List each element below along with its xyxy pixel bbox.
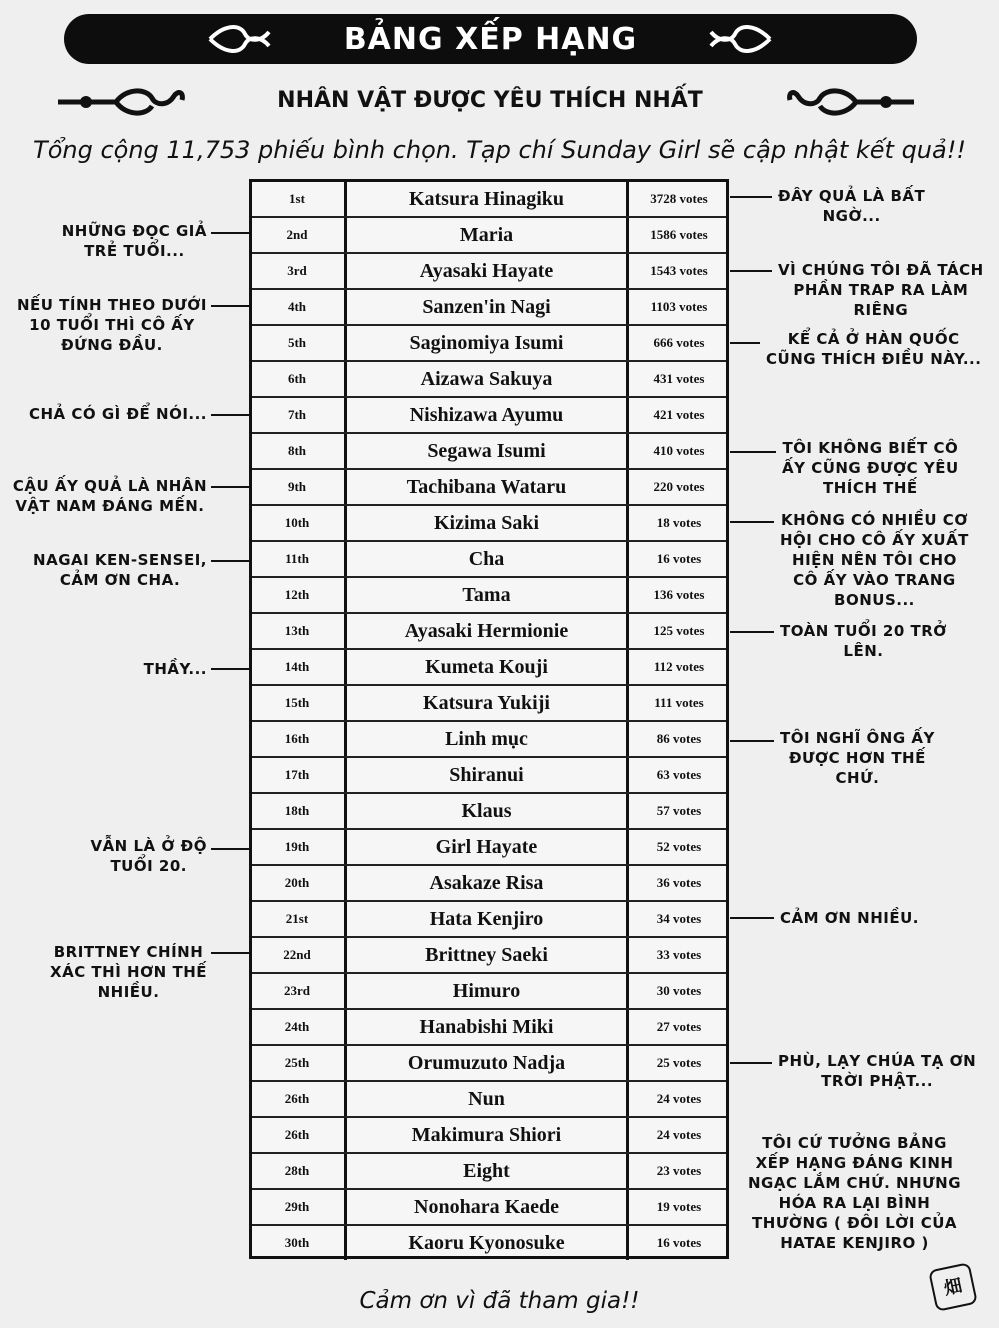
rank-cell: 22nd: [283, 947, 311, 962]
right-annotation: KỂ CẢ Ở HÀN QUỐC CŨNG THÍCH ĐIỀU NÀY...: [766, 330, 982, 368]
votes-cell: 19 votes: [656, 1199, 702, 1214]
table-row: [252, 1046, 726, 1082]
leader-line: [211, 232, 249, 234]
ranking-subtitle: NHÂN VẬT ĐƯỢC YÊU THÍCH NHẤT: [277, 88, 703, 113]
name-cell: Hanabishi Miki: [344, 1010, 629, 1044]
name-cell: Aizawa Sakuya: [344, 362, 629, 396]
votes-cell: 34 votes: [656, 911, 702, 926]
leader-line: [211, 952, 249, 954]
left-annotation: BRITTNEY CHÍNH XÁC THÌ HƠN THẾ NHIỀU.: [50, 943, 207, 1001]
left-annotation: NAGAI KEN-SENSEI, CẢM ƠN CHA.: [33, 551, 207, 589]
name-cell: Kumeta Kouji: [344, 650, 629, 684]
name-cell: Asakaze Risa: [344, 866, 629, 900]
name-cell: Nishizawa Ayumu: [344, 398, 629, 432]
table-row: [252, 254, 726, 290]
table-row: [252, 686, 726, 722]
flourish-ornament-left: [56, 84, 188, 120]
votes-cell: 27 votes: [656, 1019, 702, 1034]
table-row: [252, 218, 726, 254]
banner-title: BẢNG XẾP HẠNG: [343, 22, 638, 57]
votes-cell: 25 votes: [656, 1055, 702, 1070]
rank-cell: 23rd: [284, 983, 310, 998]
votes-cell: 112 votes: [653, 659, 705, 674]
table-row: [252, 398, 726, 434]
rank-cell: 13th: [284, 623, 310, 638]
right-annotation: TÔI KHÔNG BIẾT CÔ ẤY CŨNG ĐƯỢC YÊU THÍCH THẾ: [782, 439, 959, 497]
leader-line: [211, 414, 249, 416]
name-cell: Nun: [344, 1082, 629, 1116]
table-row: [252, 182, 726, 218]
table-row: [252, 902, 726, 938]
leader-line: [211, 668, 249, 670]
votes-cell: 63 votes: [656, 767, 702, 782]
table-row: [252, 434, 726, 470]
table-row: [252, 974, 726, 1010]
flourish-ornament-left-top: [205, 22, 275, 56]
rank-cell: 6th: [287, 371, 307, 386]
table-row: [252, 470, 726, 506]
table-row: [252, 938, 726, 974]
table-row: [252, 326, 726, 362]
rank-cell: 5th: [287, 335, 307, 350]
flourish-ornament-right-top: [705, 22, 775, 56]
leader-line: [730, 631, 774, 633]
flourish-ornament-right: [784, 84, 916, 120]
votes-cell: 24 votes: [656, 1091, 702, 1106]
right-annotation: TÔI NGHĨ ÔNG ẤY ĐƯỢC HƠN THẾ CHỨ.: [780, 729, 935, 787]
rank-cell: 3rd: [287, 263, 307, 278]
rank-cell: 16th: [284, 731, 310, 746]
table-row: [252, 542, 726, 578]
table-row: [252, 758, 726, 794]
name-cell: Maria: [344, 218, 629, 252]
table-row: [252, 830, 726, 866]
rank-cell: 10th: [284, 515, 310, 530]
left-annotation: NHỮNG ĐỌC GIẢ TRẺ TUỔI...: [61, 222, 207, 260]
name-cell: Girl Hayate: [344, 830, 629, 864]
rank-cell: 29th: [284, 1199, 310, 1214]
rank-cell: 20th: [284, 875, 310, 890]
name-cell: Kizima Saki: [344, 506, 629, 540]
votes-cell: 24 votes: [656, 1127, 702, 1142]
right-annotation: CẢM ƠN NHIỀU.: [780, 909, 919, 927]
votes-cell: 1586 votes: [650, 227, 708, 242]
closing-text: Cảm ơn vì đã tham gia!!: [359, 1288, 640, 1314]
leader-line: [730, 451, 776, 453]
intro-text: Tổng cộng 11,753 phiếu bình chọn. Tạp chí Sunday Girl sẽ cập nhật kết quả!!: [33, 136, 966, 164]
votes-cell: 1103 votes: [650, 299, 708, 314]
name-cell: Cha: [344, 542, 629, 576]
rank-cell: 26th: [284, 1127, 310, 1142]
name-cell: Nonohara Kaede: [344, 1190, 629, 1224]
rank-cell: 15th: [284, 695, 310, 710]
name-cell: Ayasaki Hayate: [344, 254, 629, 288]
table-row: [252, 866, 726, 902]
name-cell: Orumuzuto Nadja: [344, 1046, 629, 1080]
left-annotation: THẦY...: [143, 660, 207, 678]
votes-cell: 431 votes: [653, 371, 705, 386]
leader-line: [730, 342, 760, 344]
rank-cell: 18th: [284, 803, 310, 818]
votes-cell: 16 votes: [656, 1235, 702, 1250]
name-cell: Segawa Isumi: [344, 434, 629, 468]
votes-cell: 111 votes: [654, 695, 704, 710]
name-cell: Himuro: [344, 974, 629, 1008]
leader-line: [730, 270, 772, 272]
votes-cell: 52 votes: [656, 839, 702, 854]
name-cell: Katsura Hinagiku: [344, 182, 629, 216]
name-cell: Kaoru Kyonosuke: [344, 1226, 629, 1260]
name-cell: Hata Kenjiro: [344, 902, 629, 936]
rank-cell: 26th: [284, 1091, 310, 1106]
table-row: [252, 290, 726, 326]
table-row: [252, 578, 726, 614]
right-annotation: VÌ CHÚNG TÔI ĐÃ TÁCH PHẦN TRAP RA LÀM RIÊNG: [778, 261, 984, 319]
rank-cell: 21st: [285, 911, 309, 926]
name-cell: Tama: [344, 578, 629, 612]
rank-cell: 24th: [284, 1019, 310, 1034]
table-row: [252, 794, 726, 830]
rank-cell: 8th: [287, 443, 307, 458]
table-row: [252, 1118, 726, 1154]
left-annotation: CẬU ẤY QUẢ LÀ NHÂN VẬT NAM ĐÁNG MẾN.: [12, 477, 207, 515]
name-cell: Sanzen'in Nagi: [344, 290, 629, 324]
table-row: [252, 722, 726, 758]
name-cell: Saginomiya Isumi: [344, 326, 629, 360]
name-cell: Brittney Saeki: [344, 938, 629, 972]
leader-line: [211, 848, 249, 850]
rank-cell: 1st: [289, 191, 305, 206]
name-cell: Shiranui: [344, 758, 629, 792]
rank-cell: 14th: [284, 659, 310, 674]
name-cell: Tachibana Wataru: [344, 470, 629, 504]
table-row: [252, 1154, 726, 1190]
table-row: [252, 614, 726, 650]
leader-line: [730, 196, 772, 198]
leader-line: [730, 917, 774, 919]
votes-cell: 33 votes: [656, 947, 702, 962]
votes-cell: 421 votes: [653, 407, 705, 422]
votes-cell: 16 votes: [656, 551, 702, 566]
rank-cell: 7th: [287, 407, 307, 422]
votes-cell: 23 votes: [656, 1163, 702, 1178]
name-cell: Klaus: [344, 794, 629, 828]
table-row: [252, 1082, 726, 1118]
votes-cell: 125 votes: [653, 623, 705, 638]
rank-cell: 28th: [284, 1163, 310, 1178]
leader-line: [211, 305, 249, 307]
left-annotation: NẾU TÍNH THEO DƯỚI 10 TUỔI THÌ CÔ ẤY ĐỨNG ĐẦU.: [16, 296, 207, 354]
votes-cell: 3728 votes: [650, 191, 708, 206]
rank-cell: 4th: [287, 299, 307, 314]
votes-cell: 86 votes: [656, 731, 702, 746]
rank-cell: 30th: [284, 1235, 310, 1250]
table-row: [252, 1190, 726, 1226]
table-row: [252, 362, 726, 398]
name-cell: Linh mục: [344, 722, 629, 756]
votes-cell: 18 votes: [656, 515, 702, 530]
left-annotation: CHẢ CÓ GÌ ĐỂ NÓI...: [28, 405, 207, 423]
leader-line: [730, 1062, 772, 1064]
votes-cell: 57 votes: [656, 803, 702, 818]
right-annotation: PHÙ, LẠY CHÚA TẠ ƠN TRỜI PHẬT...: [778, 1052, 977, 1090]
table-row: [252, 650, 726, 686]
right-annotation: TÔI CỨ TƯỞNG BẢNG XẾP HẠNG ĐÁNG KINH NGẠC LẮM CHỨ. NHƯNG HÓA RA LẠI BÌNH THƯỜNG ( ĐÔI LỜI CỦA HATAE KENJIRO ): [748, 1134, 962, 1252]
right-annotation: TOÀN TUỔI 20 TRỞ LÊN.: [780, 622, 947, 660]
table-row: [252, 506, 726, 542]
name-cell: Makimura Shiori: [344, 1118, 629, 1152]
rank-cell: 11th: [285, 551, 309, 566]
rank-cell: 25th: [284, 1055, 310, 1070]
votes-cell: 220 votes: [653, 479, 705, 494]
leader-line: [730, 521, 774, 523]
name-cell: Ayasaki Hermionie: [344, 614, 629, 648]
rank-cell: 9th: [287, 479, 307, 494]
votes-cell: 666 votes: [653, 335, 705, 350]
rank-cell: 17th: [284, 767, 310, 782]
rank-cell: 19th: [284, 839, 310, 854]
name-cell: Katsura Yukiji: [344, 686, 629, 720]
votes-cell: 30 votes: [656, 983, 702, 998]
right-annotation: ĐÂY QUẢ LÀ BẤT NGỜ...: [778, 187, 926, 225]
votes-cell: 36 votes: [656, 875, 702, 890]
leader-line: [211, 560, 249, 562]
name-cell: Eight: [344, 1154, 629, 1188]
leader-line: [730, 740, 774, 742]
table-row: [252, 1226, 726, 1262]
rank-cell: 12th: [284, 587, 310, 602]
votes-cell: 1543 votes: [650, 263, 708, 278]
table-row: [252, 1010, 726, 1046]
right-annotation: KHÔNG CÓ NHIỀU CƠ HỘI CHO CÔ ẤY XUẤT HIỆN NÊN TÔI CHO CÔ ẤY VÀO TRANG BONUS...: [780, 511, 969, 609]
votes-cell: 410 votes: [653, 443, 705, 458]
votes-cell: 136 votes: [653, 587, 705, 602]
author-stamp: 畑: [928, 1262, 978, 1312]
ranking-table: [249, 179, 729, 1259]
title-banner: [64, 14, 917, 64]
left-annotation: VẪN LÀ Ở ĐỘ TUỔI 20.: [90, 837, 207, 875]
rank-cell: 2nd: [286, 227, 308, 242]
leader-line: [211, 486, 249, 488]
